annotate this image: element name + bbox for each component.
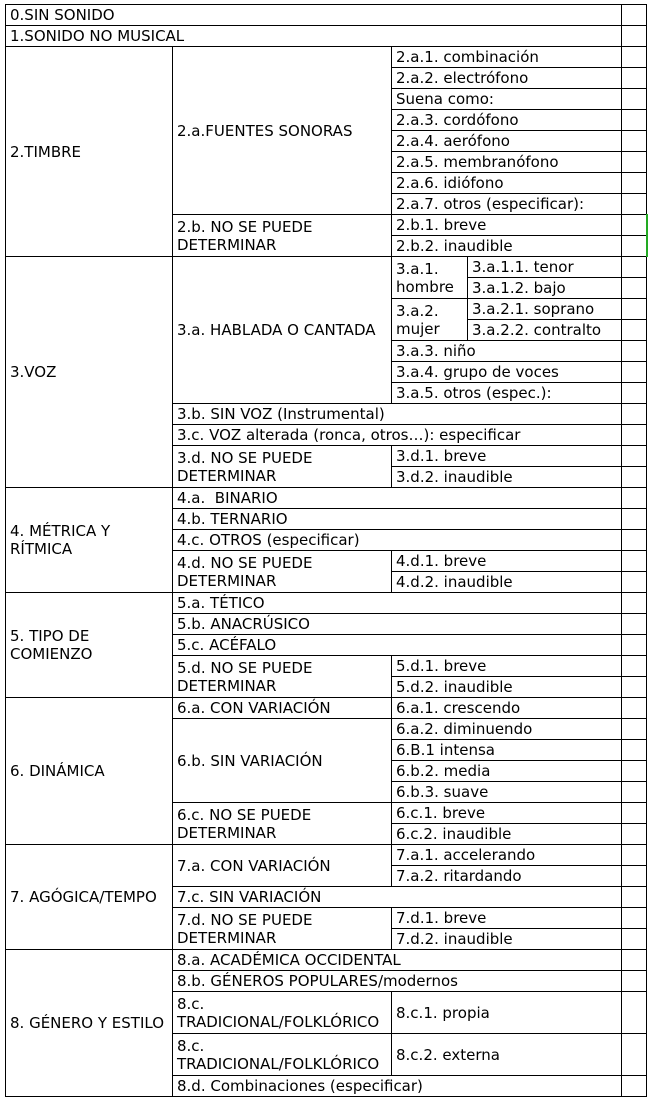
check-cell[interactable] — [622, 362, 647, 383]
option-membranofono: 2.a.5. membranófono — [392, 152, 622, 173]
option-media: 6.b.2. media — [392, 761, 622, 782]
subcategory-no-determinar: 7.d. NO SE PUEDE DETERMINAR — [173, 908, 392, 950]
option-accelerando: 7.a.1. accelerando — [392, 845, 622, 866]
check-cell[interactable] — [622, 782, 647, 803]
option-breve: 7.d.1. breve — [392, 908, 622, 929]
check-cell[interactable] — [622, 698, 647, 719]
check-cell[interactable] — [622, 593, 647, 614]
subcategory-tradicional: 8.c. TRADICIONAL/FOLKLÓRICO — [173, 1034, 392, 1076]
check-cell[interactable] — [622, 47, 647, 68]
option-diminuendo: 6.a.2. diminuendo — [392, 719, 622, 740]
option-externa: 8.c.2. externa — [392, 1034, 622, 1076]
option-soprano: 3.a.2.1. soprano — [468, 299, 622, 320]
check-cell[interactable] — [622, 404, 647, 425]
option-ritardando: 7.a.2. ritardando — [392, 866, 622, 887]
option-anacrusico: 5.b. ANACRÚSICO — [173, 614, 622, 635]
option-ternario: 4.b. TERNARIO — [173, 509, 622, 530]
subcategory-no-determinar: 3.d. NO SE PUEDE DETERMINAR — [173, 446, 392, 488]
option-nino: 3.a.3. niño — [392, 341, 622, 362]
option-suave: 6.b.3. suave — [392, 782, 622, 803]
check-cell[interactable] — [622, 635, 647, 656]
option-mujer: 3.a.2. mujer — [392, 299, 468, 341]
check-cell[interactable] — [622, 929, 647, 950]
check-cell[interactable] — [622, 1034, 647, 1076]
option-otros: 2.a.7. otros (especificar): — [392, 194, 622, 215]
check-cell[interactable] — [622, 341, 647, 362]
label-suena-como: Suena como: — [392, 89, 622, 110]
check-cell[interactable] — [622, 866, 647, 887]
check-cell[interactable] — [622, 971, 647, 992]
row-sonido-no-musical: 1.SONIDO NO MUSICAL — [6, 26, 622, 47]
check-cell[interactable] — [622, 845, 647, 866]
option-combinacion: 2.a.1. combinación — [392, 47, 622, 68]
option-idiofono: 2.a.6. idiófono — [392, 173, 622, 194]
option-hombre: 3.a.1. hombre — [392, 257, 468, 299]
check-cell[interactable] — [622, 173, 647, 194]
option-cordofono: 2.a.3. cordófono — [392, 110, 622, 131]
option-combinaciones: 8.d. Combinaciones (especificar) — [173, 1076, 622, 1097]
check-cell[interactable] — [622, 26, 647, 47]
option-academica: 8.a. ACADÉMICA OCCIDENTAL — [173, 950, 622, 971]
check-cell[interactable] — [622, 299, 647, 320]
category-comienzo: 5. TIPO DE COMIENZO — [6, 593, 173, 698]
category-genero: 8. GÉNERO Y ESTILO — [6, 950, 173, 1097]
check-cell[interactable] — [622, 236, 647, 257]
category-voz: 3.VOZ — [6, 257, 173, 488]
option-populares: 8.b. GÉNEROS POPULARES/modernos — [173, 971, 622, 992]
subcategory-sin-variacion: 7.c. SIN VARIACIÓN — [173, 887, 622, 908]
option-bajo: 3.a.1.2. bajo — [468, 278, 622, 299]
subcategory-voz-alterada: 3.c. VOZ alterada (ronca, otros…): especificar — [173, 425, 622, 446]
option-electrofono: 2.a.2. electrófono — [392, 68, 622, 89]
check-cell[interactable] — [622, 530, 647, 551]
check-cell[interactable] — [622, 257, 647, 278]
option-tenor: 3.a.1.1. tenor — [468, 257, 622, 278]
option-inaudible: 6.c.2. inaudible — [392, 824, 622, 845]
subcategory-con-variacion: 6.a. CON VARIACIÓN — [173, 698, 392, 719]
check-cell[interactable] — [622, 656, 647, 677]
check-cell[interactable] — [622, 278, 647, 299]
option-binario: 4.a. BINARIO — [173, 488, 622, 509]
subcategory-fuentes-sonoras: 2.a.FUENTES SONORAS — [173, 47, 392, 215]
check-cell[interactable] — [622, 803, 647, 824]
check-cell[interactable] — [622, 824, 647, 845]
check-cell[interactable] — [622, 950, 647, 971]
check-cell[interactable] — [622, 761, 647, 782]
category-dinamica: 6. DINÁMICA — [6, 698, 173, 845]
category-timbre: 2.TIMBRE — [6, 47, 173, 257]
category-agogica: 7. AGÓGICA/TEMPO — [6, 845, 173, 950]
option-inaudible: 4.d.2. inaudible — [392, 572, 622, 593]
check-cell[interactable] — [622, 320, 647, 341]
option-breve: 4.d.1. breve — [392, 551, 622, 572]
check-cell[interactable] — [622, 677, 647, 698]
check-cell[interactable] — [622, 614, 647, 635]
option-breve: 6.c.1. breve — [392, 803, 622, 824]
check-cell[interactable] — [622, 5, 647, 26]
category-metrica: 4. MÉTRICA Y RÍTMICA — [6, 488, 173, 593]
option-aerofono: 2.a.4. aerófono — [392, 131, 622, 152]
option-grupo-voces: 3.a.4. grupo de voces — [392, 362, 622, 383]
check-cell[interactable] — [622, 908, 647, 929]
check-cell[interactable] — [622, 215, 647, 236]
check-cell[interactable] — [622, 446, 647, 467]
option-contralto: 3.a.2.2. contralto — [468, 320, 622, 341]
check-cell[interactable] — [622, 68, 647, 89]
check-cell[interactable] — [622, 110, 647, 131]
check-cell[interactable] — [622, 1076, 647, 1097]
sound-classification-table — [5, 4, 648, 1097]
option-breve: 2.b.1. breve — [392, 215, 622, 236]
check-cell[interactable] — [622, 719, 647, 740]
option-inaudible: 5.d.2. inaudible — [392, 677, 622, 698]
subcategory-no-determinar: 6.c. NO SE PUEDE DETERMINAR — [173, 803, 392, 845]
option-inaudible: 7.d.2. inaudible — [392, 929, 622, 950]
check-cell[interactable] — [622, 551, 647, 572]
subcategory-hablada-cantada: 3.a. HABLADA O CANTADA — [173, 257, 392, 404]
option-otros: 3.a.5. otros (espec.): — [392, 383, 622, 404]
subcategory-tradicional: 8.c. TRADICIONAL/FOLKLÓRICO — [173, 992, 392, 1034]
check-cell[interactable] — [622, 131, 647, 152]
option-inaudible: 2.b.2. inaudible — [392, 236, 622, 257]
subcategory-no-determinar: 4.d. NO SE PUEDE DETERMINAR — [173, 551, 392, 593]
check-cell[interactable] — [622, 152, 647, 173]
option-breve: 5.d.1. breve — [392, 656, 622, 677]
option-otros: 4.c. OTROS (especificar) — [173, 530, 622, 551]
check-cell[interactable] — [622, 740, 647, 761]
option-breve: 3.d.1. breve — [392, 446, 622, 467]
subcategory-con-variacion: 7.a. CON VARIACIÓN — [173, 845, 392, 887]
check-cell[interactable] — [622, 572, 647, 593]
check-cell[interactable] — [622, 887, 647, 908]
subcategory-no-determinar: 2.b. NO SE PUEDE DETERMINAR — [173, 215, 392, 257]
subcategory-sin-voz: 3.b. SIN VOZ (Instrumental) — [173, 404, 622, 425]
option-acefalo: 5.c. ACÉFALO — [173, 635, 622, 656]
check-cell[interactable] — [622, 383, 647, 404]
check-cell[interactable] — [622, 89, 647, 110]
option-inaudible: 3.d.2. inaudible — [392, 467, 622, 488]
option-tetico: 5.a. TÉTICO — [173, 593, 622, 614]
option-crescendo: 6.a.1. crescendo — [392, 698, 622, 719]
check-cell[interactable] — [622, 992, 647, 1034]
option-intensa: 6.B.1 intensa — [392, 740, 622, 761]
check-cell[interactable] — [622, 509, 647, 530]
row-sin-sonido: 0.SIN SONIDO — [6, 5, 622, 26]
check-cell[interactable] — [622, 194, 647, 215]
subcategory-sin-variacion: 6.b. SIN VARIACIÓN — [173, 719, 392, 803]
check-cell[interactable] — [622, 425, 647, 446]
subcategory-no-determinar: 5.d. NO SE PUEDE DETERMINAR — [173, 656, 392, 698]
check-cell[interactable] — [622, 488, 647, 509]
check-cell[interactable] — [622, 467, 647, 488]
option-propia: 8.c.1. propia — [392, 992, 622, 1034]
